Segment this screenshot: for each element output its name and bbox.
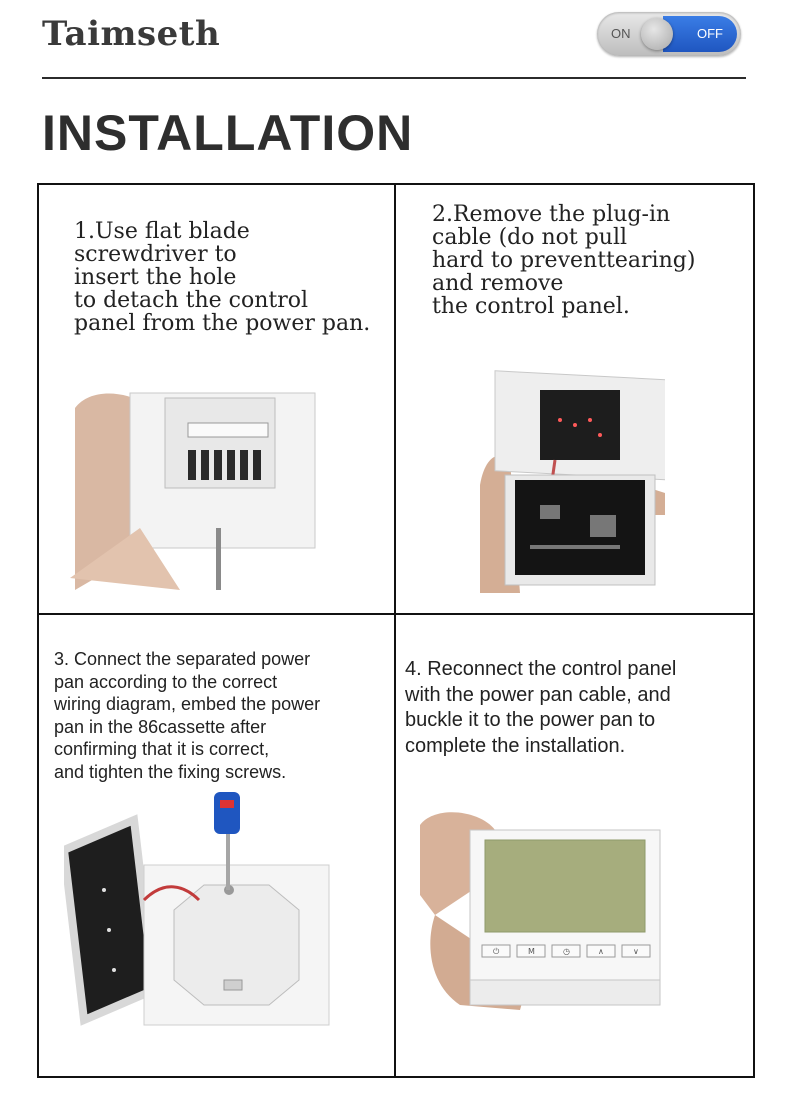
svg-text:⏻: ⏻ bbox=[493, 947, 500, 956]
svg-text:◷: ◷ bbox=[563, 947, 570, 956]
svg-text:∨: ∨ bbox=[633, 947, 639, 956]
step-1-text: 1.Use flat blade screwdriver to insert the hole to detach the control panel from the power pan. bbox=[74, 219, 371, 336]
grid-horizontal-divider bbox=[37, 613, 755, 615]
step-4-text: 4. Reconnect the control panel with the power pan cable, and buckle it to the power pan to complete the installation. bbox=[405, 658, 677, 757]
brand-logo: Taimseth bbox=[42, 14, 221, 54]
step-3-photo bbox=[64, 790, 334, 1030]
step-4-photo bbox=[420, 805, 665, 1015]
svg-text:M: M bbox=[528, 947, 535, 956]
step-2-text: 2.Remove the plug-in cable (do not pull hard to preventtearing) and remove the control panel. bbox=[432, 202, 696, 319]
step-3-text: 3. Connect the separated power pan according to the correct wiring diagram, embed the power pan in the 86cassette after confirming that it is correct, and tighten the fixing screws. bbox=[54, 649, 321, 782]
toggle-off-label: OFF bbox=[697, 26, 723, 41]
toggle-knob[interactable] bbox=[641, 18, 673, 50]
step-2-photo bbox=[480, 365, 665, 593]
grid-vertical-divider bbox=[394, 183, 396, 1078]
on-off-toggle[interactable] bbox=[597, 12, 741, 56]
header-divider bbox=[42, 77, 746, 79]
toggle-on-label: ON bbox=[611, 26, 631, 41]
page-title: INSTALLATION bbox=[42, 105, 414, 161]
svg-text:∧: ∧ bbox=[598, 947, 604, 956]
step-1-photo bbox=[70, 378, 320, 590]
